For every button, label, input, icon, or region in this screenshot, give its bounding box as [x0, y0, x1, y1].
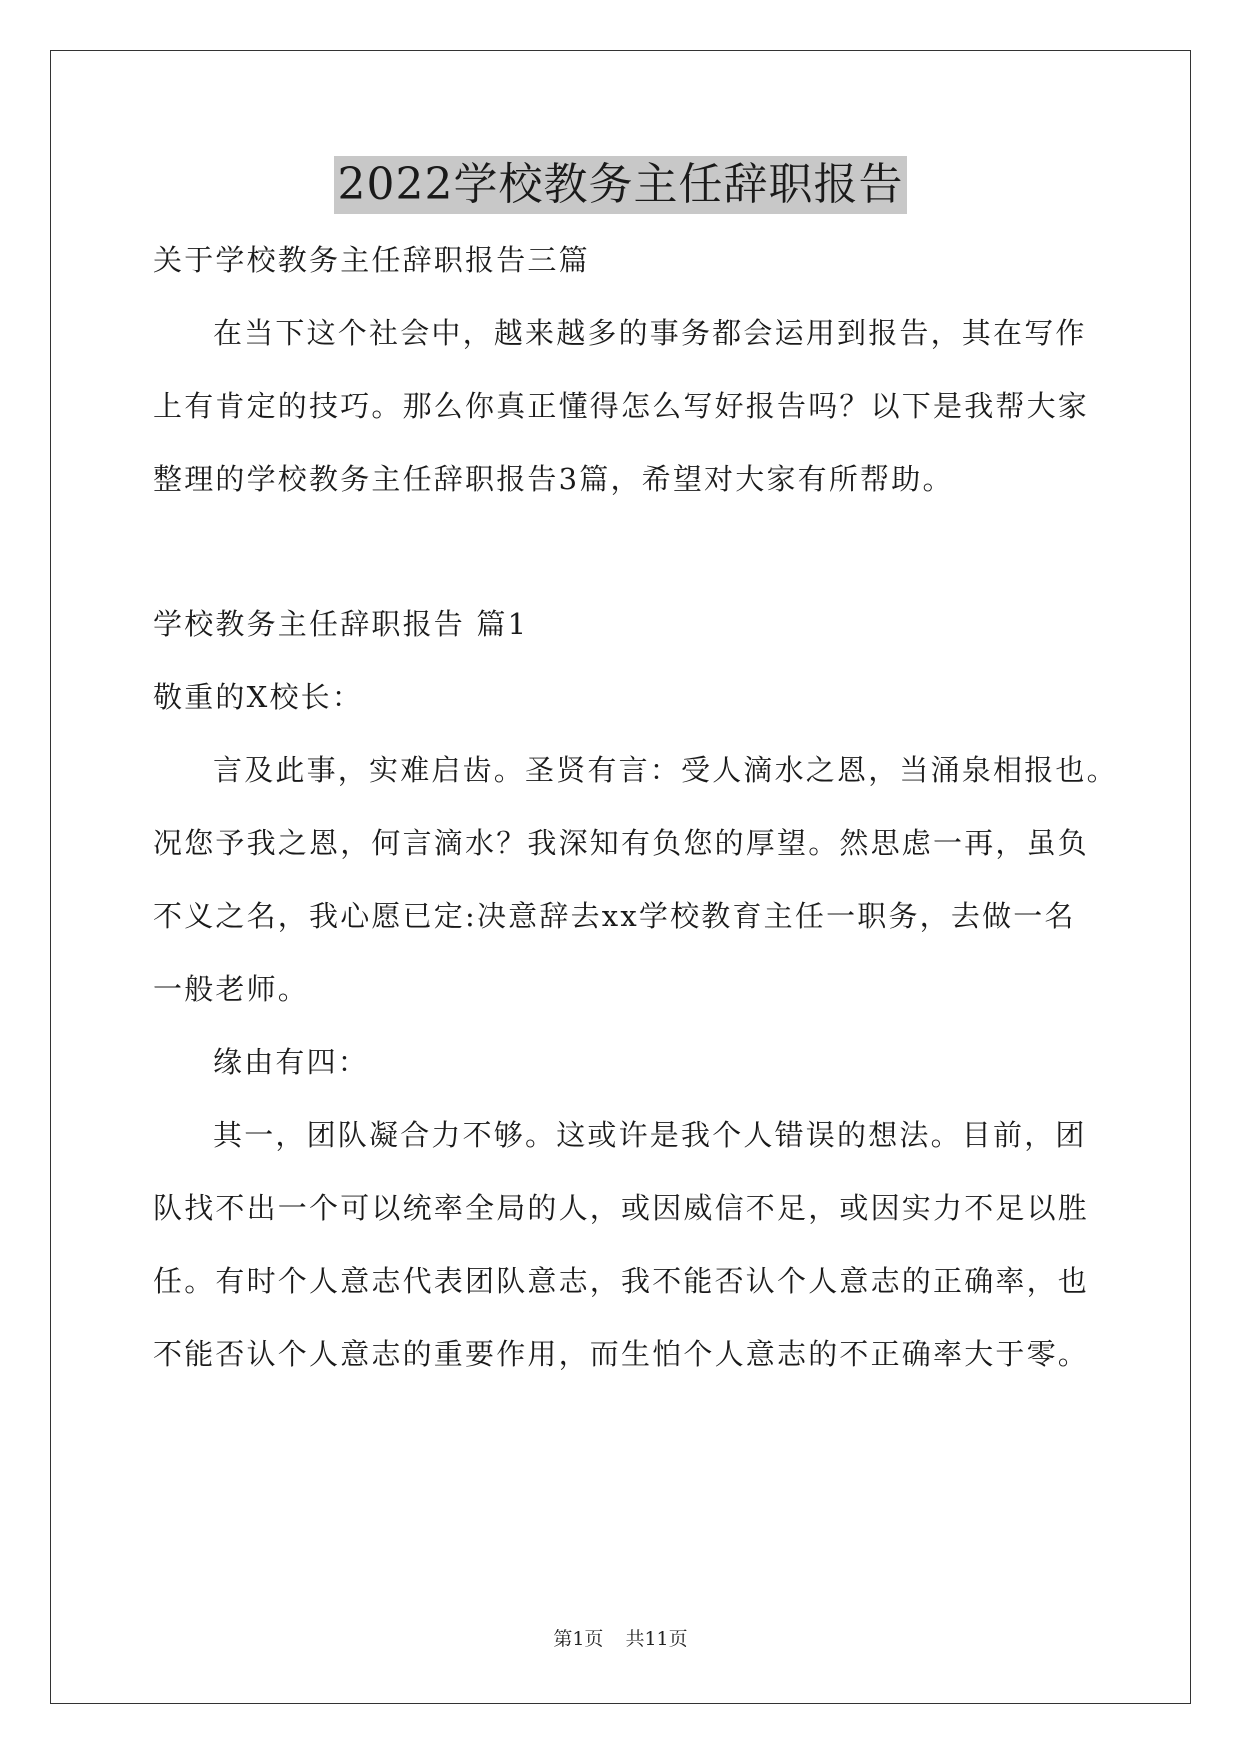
- intro-line-1: 在当下这个社会中，越来越多的事务都会运用到报告，其在写作: [213, 316, 1087, 350]
- body-line-3: 不义之名，我心愿已定:决意辞去xx学校教育主任一职务，去做一名: [153, 899, 1076, 933]
- reason-line-1: 其一，团队凝合力不够。这或许是我个人错误的想法。目前，团: [213, 1118, 1087, 1152]
- intro-line-3: 整理的学校教务主任辞职报告3篇，希望对大家有所帮助。: [153, 462, 954, 496]
- reasons-intro: 缘由有四：: [213, 1045, 370, 1079]
- reason-line-2: 队找不出一个可以统率全局的人，或因威信不足，或因实力不足以胜: [153, 1191, 1090, 1225]
- body-line-4: 一般老师。: [153, 972, 310, 1006]
- page-footer: [0, 1627, 1241, 1651]
- page-number: 第1页: [553, 1628, 604, 1650]
- intro-line-2: 上有肯定的技巧。那么你真正懂得怎么写好报告吗？以下是我帮大家: [153, 389, 1090, 423]
- reason-line-3: 任。有时个人意志代表团队意志，我不能否认个人意志的正确率，也: [153, 1264, 1090, 1298]
- title-container: [0, 156, 1241, 214]
- body-line-1: 言及此事，实难启齿。圣贤有言：受人滴水之恩，当涌泉相报也。: [213, 753, 1118, 787]
- salutation: 敬重的X校长：: [153, 680, 364, 714]
- reason-line-4: 不能否认个人意志的重要作用，而生怕个人意志的不正确率大于零。: [153, 1337, 1090, 1371]
- document-title: 2022学校教务主任辞职报告: [334, 156, 908, 214]
- section-heading: 学校教务主任辞职报告 篇1: [153, 607, 529, 641]
- body-line-2: 况您予我之恩，何言滴水？我深知有负您的厚望。然思虑一再，虽负: [153, 826, 1090, 860]
- page-border: [50, 50, 1191, 1704]
- subtitle-line: 关于学校教务主任辞职报告三篇: [153, 243, 590, 277]
- page-total: 共11页: [625, 1628, 688, 1650]
